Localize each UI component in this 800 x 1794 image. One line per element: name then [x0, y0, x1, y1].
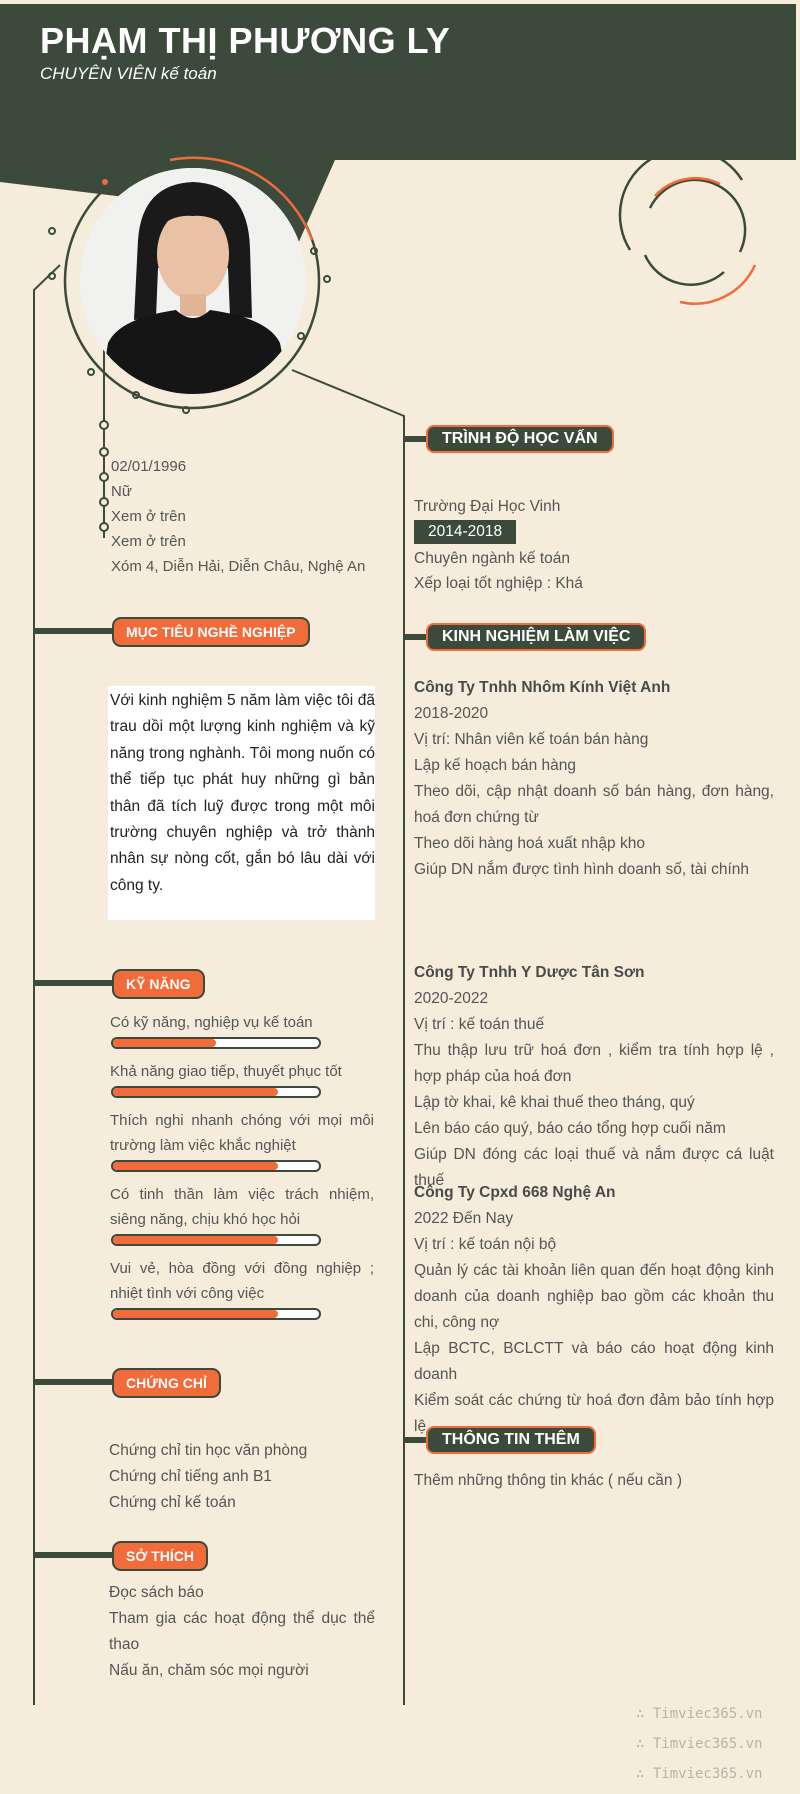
- skill-item: [110, 1010, 374, 1049]
- watermark-icon: ∴: [636, 1736, 653, 1752]
- experience-position: Vị trí: Nhân viên kế toán bán hàng: [414, 731, 649, 748]
- experience-item: [414, 960, 774, 1194]
- skill-label: Khả năng giao tiếp, thuyết phục tốt: [110, 1063, 342, 1080]
- candidate-photo: [80, 168, 306, 394]
- skill-label: Vui vẻ, hòa đồng với đồng nghiệp ; nhiệt tình với công việc: [110, 1260, 374, 1302]
- personal-info: [111, 454, 365, 579]
- experience-task: Lập kế hoạch bán hàng: [414, 757, 577, 774]
- skill-bar: [111, 1037, 321, 1049]
- watermark-icon: ∴: [636, 1766, 653, 1782]
- skill-bar: [111, 1308, 321, 1320]
- section-skills-heading: KỸ NĂNG: [112, 969, 205, 999]
- skill-bar: [111, 1160, 321, 1172]
- candidate-name: PHẠM THỊ PHƯƠNG LY: [40, 20, 451, 61]
- certificate-item: Chứng chỉ tiếng anh B1: [109, 1468, 272, 1485]
- education-block: [414, 494, 583, 596]
- objective-text: Với kinh nghiệm 5 năm làm việc tôi đã trau dồi một lượng kinh nghiệm và kỹ năng trong nghành. Tôi mong nuốn có thể tiếp tục phát huy những gì bản thân đã tích luỹ được trong một môi trường chuyên nghiệp và trở thành nhân sự nòng cốt, gắn bó lâu dài với công ty.: [108, 686, 375, 920]
- watermark-text: Timviec365.vn: [652, 1706, 763, 1722]
- experience-task: Giúp DN đóng các loại thuế và nắm được cá luật thuế: [414, 1146, 774, 1189]
- certificate-item: Chứng chỉ kế toán: [109, 1494, 236, 1511]
- birthday: 02/01/1996: [111, 458, 187, 475]
- corner-circles: [620, 149, 755, 304]
- education-school: Trường Đại Học Vinh: [414, 498, 561, 515]
- experience-company: Công Ty Tnhh Nhôm Kính Việt Anh: [414, 679, 671, 696]
- hobby-item: Nấu ăn, chăm sóc mọi người: [109, 1662, 309, 1679]
- experience-period: 2018-2020: [414, 705, 489, 722]
- experience-task: Lập BCTC, BCLCTT và báo cáo hoạt động kinh doanh: [414, 1340, 774, 1383]
- certificates-list: [109, 1438, 307, 1516]
- gender: Nữ: [111, 483, 132, 500]
- education-major: Chuyên ngành kế toán: [414, 550, 570, 567]
- certificate-item: Chứng chỉ tin học văn phòng: [109, 1442, 308, 1459]
- skill-fill: [113, 1039, 216, 1047]
- section-education-heading: TRÌNH ĐỘ HỌC VẤN: [426, 425, 614, 453]
- watermark: [636, 1736, 762, 1752]
- phone: Xem ở trên: [111, 508, 186, 525]
- skill-bar: [111, 1234, 321, 1246]
- skill-item: [110, 1108, 374, 1172]
- skills-list: [110, 1010, 374, 1330]
- education-years: 2014-2018: [414, 520, 516, 544]
- skill-item: [110, 1182, 374, 1246]
- experience-task: Lên báo cáo quý, báo cáo tổng hợp cuối năm: [414, 1120, 726, 1137]
- experience-company: Công Ty Tnhh Y Dược Tân Sơn: [414, 964, 645, 981]
- experience-task: Thu thập lưu trữ hoá đơn , kiểm tra tính hợp lệ , hợp pháp của hoá đơn: [414, 1042, 774, 1085]
- skill-item: [110, 1059, 374, 1098]
- skill-fill: [113, 1236, 278, 1244]
- experience-task: Quản lý các tài khoản liên quan đến hoạt động kinh doanh của doanh nghiệp bao gồm các khoản thu chi, công nợ: [414, 1262, 774, 1331]
- skill-item: [110, 1256, 374, 1320]
- hobby-item: Đọc sách báo: [109, 1584, 204, 1601]
- watermark-text: Timviec365.vn: [652, 1766, 763, 1782]
- experience-position: Vị trí : kế toán thuế: [414, 1016, 545, 1033]
- experience-item: [414, 675, 774, 883]
- skill-fill: [113, 1310, 278, 1318]
- skill-label: Có tinh thần làm việc trách nhiệm, siêng năng, chịu khó học hỏi: [110, 1186, 374, 1228]
- hobby-item: Tham gia các hoạt động thể dục thể thao: [109, 1610, 375, 1653]
- section-objective-heading: MỤC TIÊU NGHỀ NGHIỆP: [112, 617, 310, 647]
- watermark-icon: ∴: [636, 1706, 653, 1722]
- left-connectors: [34, 631, 112, 1555]
- experience-task: Theo dõi hàng hoá xuất nhập kho: [414, 835, 645, 852]
- section-more-info-heading: THÔNG TIN THÊM: [426, 1426, 596, 1454]
- experience-task: Giúp DN nắm được tình hình doanh số, tài chính: [414, 861, 750, 878]
- skill-fill: [113, 1088, 278, 1096]
- section-experience-heading: KINH NGHIỆM LÀM VIỆC: [426, 623, 646, 651]
- section-hobbies-heading: SỞ THÍCH: [112, 1541, 208, 1571]
- address: Xóm 4, Diễn Hải, Diễn Châu, Nghệ An: [111, 558, 366, 575]
- skill-label: Có kỹ năng, nghiệp vụ kế toán: [110, 1014, 313, 1031]
- experience-task: Theo dõi, cập nhật doanh số bán hàng, đơn hàng, hoá đơn chứng từ: [414, 783, 774, 826]
- experience-period: 2020-2022: [414, 990, 489, 1007]
- skill-fill: [113, 1162, 278, 1170]
- experience-company: Công Ty Cpxd 668 Nghệ An: [414, 1184, 616, 1201]
- watermark: [636, 1766, 762, 1782]
- candidate-job-title: CHUYÊN VIÊN kế toán: [40, 64, 217, 83]
- avatar: [80, 168, 306, 394]
- experience-item: [414, 1180, 774, 1440]
- experience-period: 2022 Đến Nay: [414, 1210, 514, 1227]
- photo-dot-orange: [102, 179, 108, 185]
- skill-bar: [111, 1086, 321, 1098]
- experience-task: Kiểm soát các chứng từ hoá đơn đảm bảo tính hợp lệ: [414, 1392, 774, 1435]
- watermark: [636, 1706, 762, 1722]
- section-certificates-heading: CHỨNG CHỈ: [112, 1368, 221, 1398]
- watermark-text: Timviec365.vn: [652, 1736, 763, 1752]
- hobbies-list: [109, 1580, 375, 1684]
- email: Xem ở trên: [111, 533, 186, 550]
- more-info-text: Thêm những thông tin khác ( nếu cần ): [414, 1472, 683, 1489]
- experience-position: Vị trí : kế toán nội bộ: [414, 1236, 557, 1253]
- education-grade: Xếp loại tốt nghiệp : Khá: [414, 575, 583, 592]
- skill-label: Thích nghi nhanh chóng với mọi môi trường làm việc khắc nghiệt: [110, 1112, 374, 1154]
- experience-task: Lập tờ khai, kê khai thuế theo tháng, quý: [414, 1094, 695, 1111]
